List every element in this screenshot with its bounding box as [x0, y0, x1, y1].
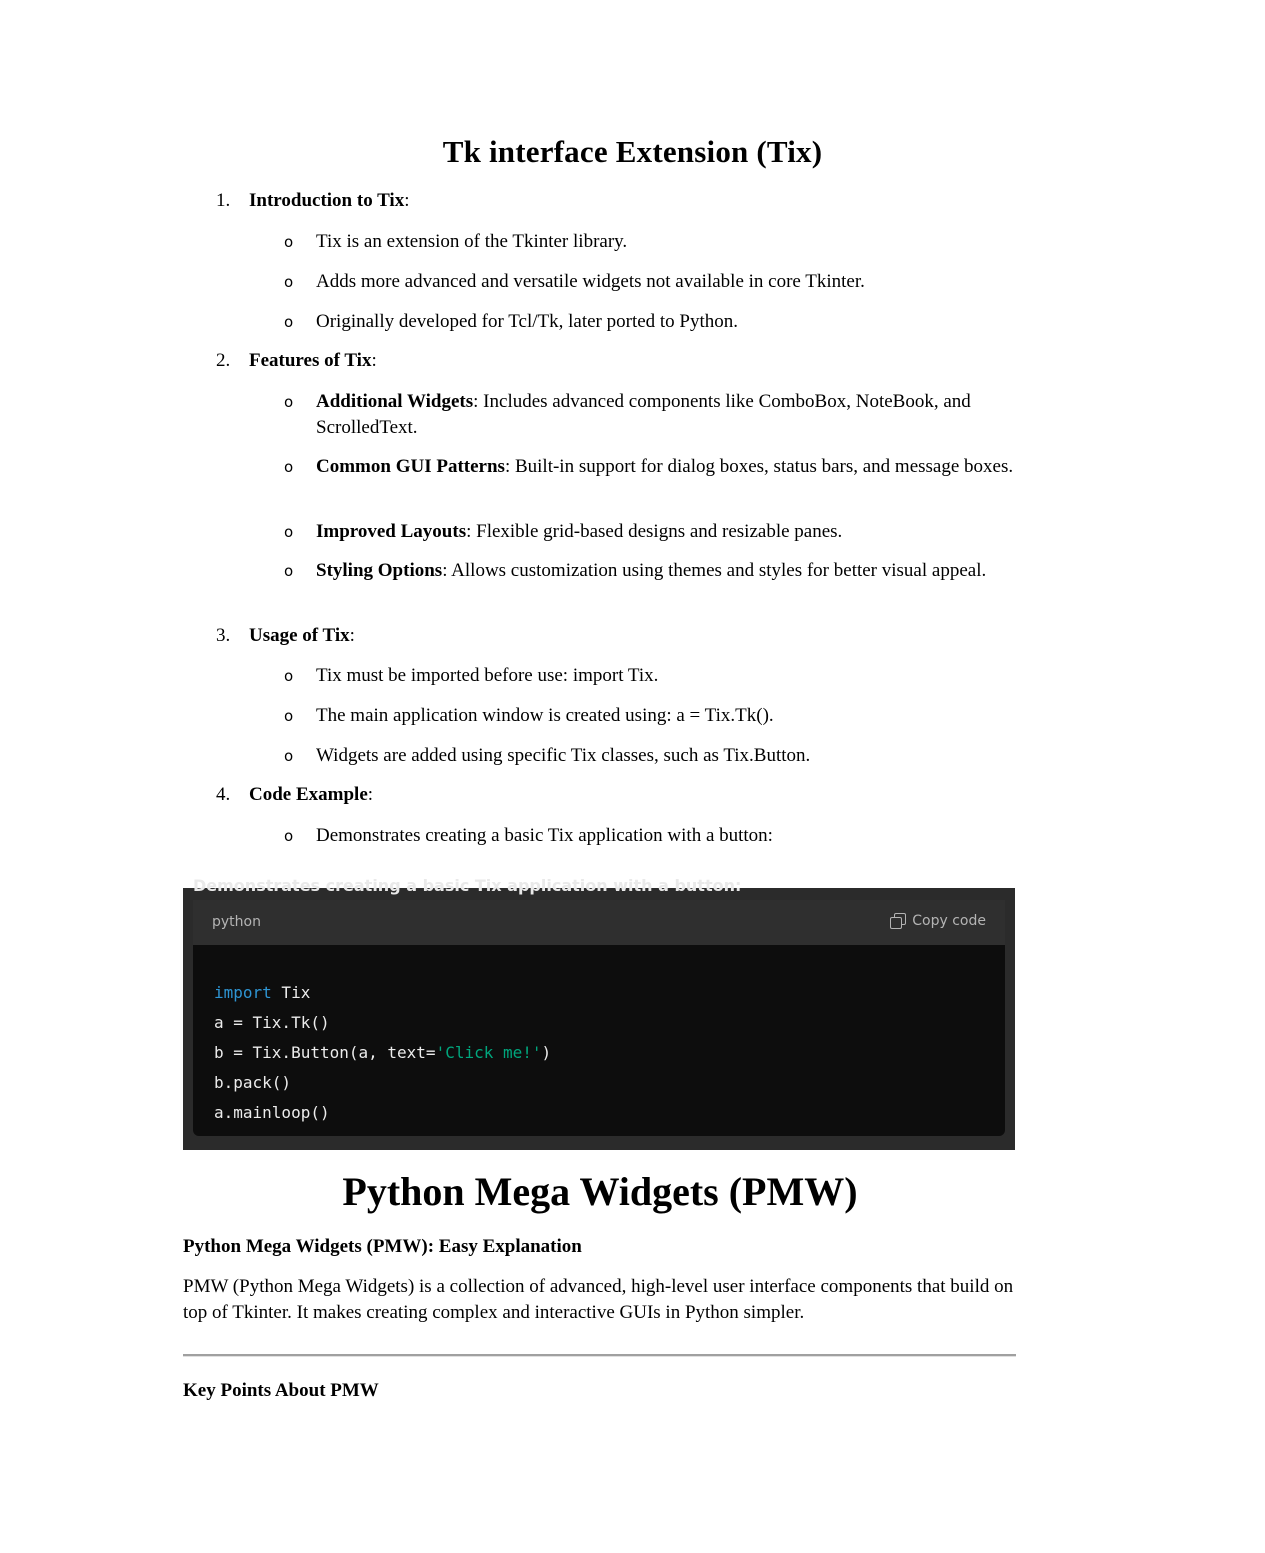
section-number: 1. — [216, 190, 231, 211]
list-item — [284, 823, 1024, 849]
section-number: 2. — [216, 350, 231, 371]
key-points-heading: Key Points About PMW — [183, 1380, 379, 1401]
list-item — [284, 229, 1024, 255]
bullet-icon: o — [284, 707, 294, 725]
section-3-heading — [216, 623, 355, 649]
code-keyword: import — [214, 983, 272, 1002]
list-item — [284, 519, 1024, 545]
pmw-paragraph: PMW (Python Mega Widgets) is a collection of advanced, high-level user interface components that build on top of Tkinter. It makes creating complex and interactive GUIs in Python simpler. — [183, 1276, 1014, 1323]
list-item — [284, 454, 1024, 480]
list-item — [284, 269, 1024, 295]
bullet-text: The main application window is created using: a = Tix.Tk(). — [316, 705, 774, 726]
code-header — [193, 900, 1005, 945]
section-2-heading — [216, 348, 377, 374]
horizontal-divider — [183, 1354, 1016, 1357]
copy-code-label: Copy code — [912, 913, 986, 929]
page-title: Tk interface Extension (Tix) — [442, 134, 823, 169]
list-item — [284, 309, 1024, 335]
code-token: b = Tix.Button(a, text= — [214, 1043, 436, 1062]
bullet-bold-text: Common GUI Patterns — [316, 456, 505, 477]
list-item — [284, 743, 1024, 769]
code-line: a = Tix.Tk() — [214, 1013, 330, 1032]
bullet-text: Originally developed for Tcl/Tk, later ported to Python. — [316, 311, 739, 332]
list-item — [284, 703, 1024, 729]
section-label: Code Example — [249, 784, 368, 805]
bullet-icon: o — [284, 273, 294, 291]
bullet-icon: o — [284, 827, 294, 845]
code-token: Tix — [271, 983, 311, 1002]
pmw-subheading: Python Mega Widgets (PMW): Easy Explanation — [183, 1236, 582, 1257]
copy-icon — [890, 913, 906, 929]
code-line: b.pack() — [214, 1073, 292, 1092]
section-number: 4. — [216, 784, 231, 805]
bullet-text: Tix must be imported before use: import Tix. — [316, 665, 659, 686]
bullet-text: Tix is an extension of the Tkinter library. — [316, 231, 628, 252]
bullet-text: : Built-in support for dialog boxes, status bars, and message boxes. — [504, 456, 1014, 477]
bullet-text: : Includes advanced components like ComboBox, NoteBook, and ScrolledText. — [316, 391, 971, 438]
code-token: ) — [541, 1043, 552, 1062]
bullet-icon: o — [284, 667, 294, 685]
bullet-icon: o — [284, 562, 294, 580]
bullet-icon: o — [284, 313, 294, 331]
section-label: Usage of Tix — [249, 625, 350, 646]
bullet-icon: o — [284, 747, 294, 765]
bullet-text: Adds more advanced and versatile widgets not available in core Tkinter. — [316, 271, 865, 292]
section-4-heading — [216, 782, 373, 808]
code-string: 'Click me!' — [435, 1043, 542, 1062]
copy-code-button[interactable] — [890, 913, 986, 929]
list-item — [284, 389, 1024, 441]
bullet-text: : Flexible grid-based designs and resizable panes. — [466, 521, 843, 542]
bullet-icon: o — [284, 393, 294, 411]
section-1-heading — [216, 188, 410, 214]
bullet-icon: o — [284, 233, 294, 251]
bullet-text: Demonstrates creating a basic Tix application with a button: — [316, 825, 773, 846]
pmw-heading: Python Mega Widgets (PMW) — [342, 1169, 858, 1214]
list-item — [284, 558, 1024, 584]
bullet-text: : Allows customization using themes and styles for better visual appeal. — [442, 560, 987, 581]
cropped-caption-text: Demonstrates creating a basic Tix application with a button: — [193, 876, 742, 895]
section-label: Features of Tix — [249, 350, 372, 371]
code-screenshot — [183, 876, 1015, 1150]
bullet-bold-text: Additional Widgets — [316, 391, 474, 412]
section-label: Introduction to Tix — [249, 190, 405, 211]
bullet-icon: o — [284, 523, 294, 541]
bullet-bold-text: Improved Layouts — [316, 521, 467, 542]
code-line: a.mainloop() — [214, 1103, 330, 1122]
code-block — [193, 900, 1005, 1136]
colon: : — [404, 190, 410, 211]
colon: : — [367, 784, 374, 805]
list-item — [284, 663, 1024, 689]
colon: : — [349, 625, 355, 646]
bullet-text: Widgets are added using specific Tix classes, such as Tix.Button. — [316, 745, 811, 766]
bullet-icon: o — [284, 458, 294, 476]
code-language-label: python — [212, 914, 261, 930]
bullet-bold-text: Styling Options — [316, 560, 443, 581]
colon: : — [371, 350, 377, 371]
section-number: 3. — [216, 625, 231, 646]
code-content — [214, 978, 551, 1128]
